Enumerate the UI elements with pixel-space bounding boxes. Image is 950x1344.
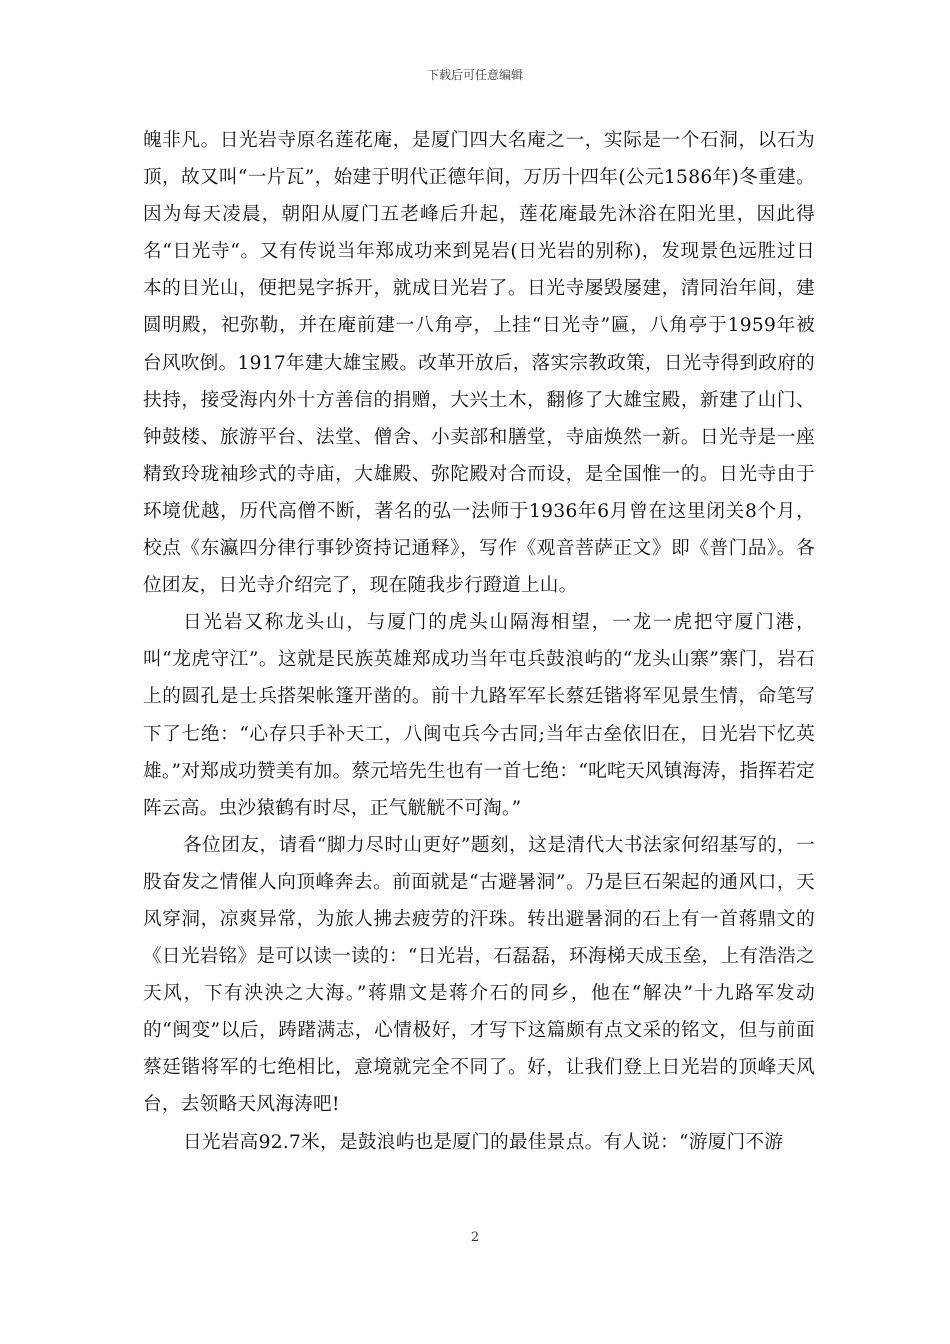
paragraph-3: 各位团友，请看“脚力尽时山更好”题刻，这是清代大书法家何绍基写的，一股奋发之情催人向顶峰奔去。前面就是“古避暑洞”。乃是巨石架起的通风口，天风穿洞，凉爽异常，为旅人拂去疲劳的汗珠。转出避暑洞的石上有一首蒋鼎文的《日光岩铭》是可以读一读的：“日光岩，石磊磊，环海梯天成玉垒，上有浩浩之天风，下有泱泱之大海。”蒋鼎文是蒋介石的同乡，他在“解决”十九路军发动的“闽变”以后，踌躇满志，心情极好，才写下这篇颇有点文采的铭文，但与前面蔡廷锴将军的七绝相比，意境就完全不同了。好，让我们登上日光岩的顶峰天风台，去领略天风海涛吧! bbox=[143, 834, 815, 1116]
page-number: 2 bbox=[470, 1230, 480, 1245]
paragraph-4: 日光岩高92.7米，是鼓浪屿也是厦门的最佳景点。有人说：“游厦门不游 bbox=[183, 1131, 784, 1153]
paragraph-1: 魄非凡。日光岩寺原名莲花庵，是厦门四大名庵之一，实际是一个石洞，以石为顶，故又叫“一片瓦”，始建于明代正德年间，万历十四年(公元1586年)冬重建。因为每天凌晨，朝阳从厦门五老峰后升起，莲花庵最先沐浴在阳光里，因此得名“日光寺“。又有传说当年郑成功来到晃岩(日光岩的别称)，发现景色远胜过日本的日光山，便把晃字拆开，就成日光岩了。日光寺屡毁屡建，清同治年间，建圆明殿，祀弥勒，并在庵前建一八角亭，上挂“日光寺”匾，八角亭于1959年被台风吹倒。1917年建大雄宝殿。改革开放后，落实宗教政策，日光寺得到政府的扶持，接受海内外十方善信的捐赠，大兴土木，翻修了大雄宝殿，新建了山门、钟鼓楼、旅游平台、法堂、僧舍、小卖部和膳堂，寺庙焕然一新。日光寺是一座精致玲珑袖珍式的寺庙，大雄殿、弥陀殿对合而设，是全国惟一的。日光寺由于环境优越，历代高僧不断，著名的弘一法师于1936年6月曾在这里闭关8个月，校点《东瀛四分律行事钞资持记通释》，写作《观音菩萨正文》即《普门品》。各位团友，日光寺介绍完了，现在随我步行蹬道上山。 bbox=[143, 130, 816, 597]
body-text bbox=[143, 122, 815, 1161]
paragraph-2: 日光岩又称龙头山，与厦门的虎头山隔海相望，一龙一虎把守厦门港，叫“龙虎守江”。这就是民族英雄郑成功当年屯兵鼓浪屿的“龙头山寨”寨门，岩石上的圆孔是士兵搭架帐篷开凿的。前十九路军军长蔡廷锴将军见景生情，命笔写下了七绝：“心存只手补天工，八闽屯兵今古同;当年古垒依旧在，日光岩下忆英雄。”对郑成功赞美有加。蔡元培先生也有一首七绝：“叱咤天风镇海涛，指挥若定阵云高。虫沙猿鹤有时尽，正气觥觥不可淘。” bbox=[143, 612, 815, 819]
header-note: 下载后可任意编辑 bbox=[426, 68, 523, 82]
